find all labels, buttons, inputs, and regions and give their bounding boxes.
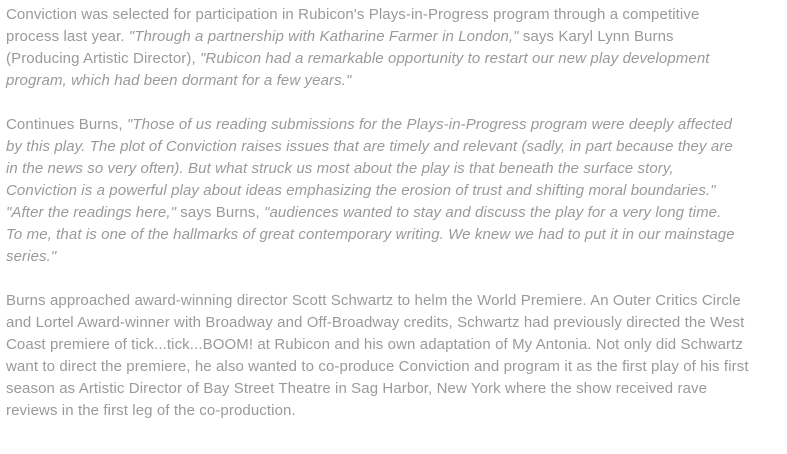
text-run: season as Artistic Director of Bay Street Theatre in Sag Harbor, New York where the show received rave — [6, 380, 708, 397]
text-line — [6, 202, 783, 224]
text-run: reviews in the first leg of the co-production. — [6, 402, 296, 419]
text-line — [6, 290, 783, 312]
text-run: says Karyl Lynn Burns — [518, 28, 674, 45]
quoted-text-run: To me, that is one of the hallmarks of great contemporary writing. We knew we had to put it in our mainstage — [6, 226, 735, 243]
text-line — [6, 224, 783, 246]
paragraph-1 — [6, 4, 783, 92]
quoted-text-run: "Through a partnership with Katharine Farmer in London," — [128, 28, 519, 45]
text-run: (Producing Artistic Director), — [6, 50, 200, 67]
text-line — [6, 378, 783, 400]
text-line — [6, 114, 783, 136]
text-line — [6, 26, 783, 48]
text-run: Coast premiere of tick...tick...BOOM! at Rubicon and his own adaptation of My Antonia. Not only did Schwartz — [6, 336, 743, 353]
quoted-text-run: series." — [6, 248, 57, 265]
text-run: want to direct the premiere, he also wanted to co-produce Conviction and program it as the first play of his first — [6, 358, 749, 375]
text-run: Conviction was selected for participation in Rubicon's Plays-in-Progress program through a competitive — [6, 6, 700, 23]
paragraph-2 — [6, 114, 783, 268]
text-line — [6, 356, 783, 378]
text-line — [6, 400, 783, 422]
text-run: Burns approached award-winning director Scott Schwartz to helm the World Premiere. An Outer Critics Circle — [6, 292, 741, 309]
quoted-text-run: Conviction is a powerful play about ideas emphasizing the erosion of trust and shifting moral boundaries." — [6, 182, 716, 199]
text-line — [6, 158, 783, 180]
text-line — [6, 70, 783, 92]
quoted-text-run: "After the readings here," — [6, 204, 177, 221]
text-run: process last year. — [6, 28, 129, 45]
text-line — [6, 4, 783, 26]
quoted-text-run: "Those of us reading submissions for the Plays-in-Progress program were deeply affected — [126, 116, 733, 133]
quoted-text-run: "audiences wanted to stay and discuss the play for a very long time. — [264, 204, 722, 221]
text-run: and Lortel Award-winner with Broadway and Off-Broadway credits, Schwartz had previously directed the West — [6, 314, 745, 331]
text-line — [6, 246, 783, 268]
text-line — [6, 180, 783, 202]
quoted-text-run: program, which had been dormant for a few years." — [6, 72, 352, 89]
quoted-text-run: "Rubicon had a remarkable opportunity to restart our new play development — [199, 50, 710, 67]
text-line — [6, 48, 783, 70]
text-line — [6, 334, 783, 356]
text-run: says Burns, — [176, 204, 265, 221]
text-line — [6, 136, 783, 158]
text-run: Continues Burns, — [6, 116, 127, 133]
paragraph-3 — [6, 290, 783, 422]
quoted-text-run: in the news so very often). But what struck us most about the play is that beneath the surface story, — [6, 160, 674, 177]
text-line — [6, 312, 783, 334]
quoted-text-run: by this play. The plot of Conviction raises issues that are timely and relevant (sadly, in part because they are — [6, 138, 733, 155]
